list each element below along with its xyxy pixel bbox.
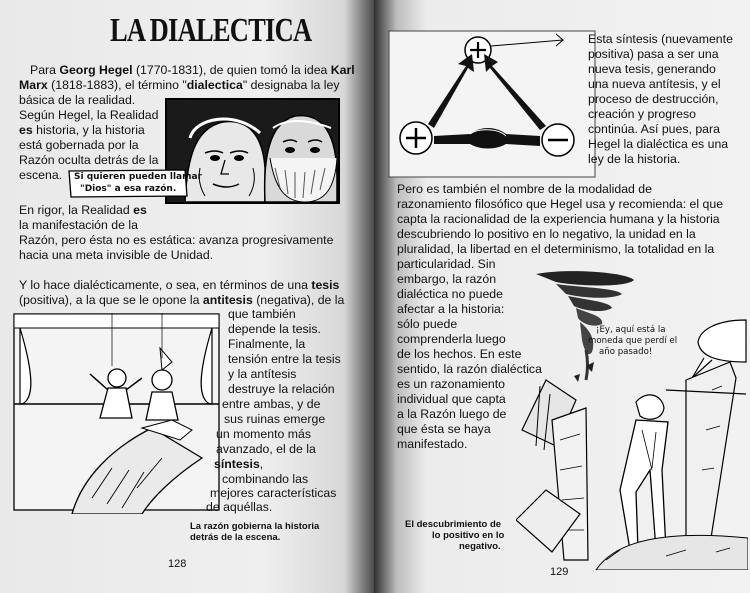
right-caption-line-1: El descubrimiento de [405,519,502,530]
hegel-marx-portrait-illustration [165,98,340,204]
left-caption-line-1: La razón gobierna la historia [190,521,320,532]
reasoning-line-10: sólo puede [397,317,458,331]
synthesis-line-2: positiva) pasa a ser una [588,47,719,61]
reasoning-line-16: a la Razón luego de [397,407,507,421]
dialectic-triangle-illustration [388,30,596,178]
reasoning-line-12: de los hechos. En este [397,347,522,361]
right-balloon-line-1: ¡Ey, aquí está la [596,325,666,335]
dialectic-line-5: Finalmente, la [228,337,306,351]
synthesis-line-1: Esta síntesis (nuevamente [588,32,733,46]
hegel-line-4: Razón oculta detrás de la [19,153,159,167]
dialectic-line-10: sus ruinas emerge [224,412,326,426]
stage-puppet-illustration [12,308,224,514]
intro-line-3: básica de la realidad. [19,93,136,107]
reasoning-line-3: capta la racionalidad de la experiencia humana y la historia [397,212,720,226]
dialectic-line-15: mejores características [210,486,337,500]
right-caption-line-2: lo positivo en lo [432,530,505,541]
reasoning-line-2: razonamiento filosófico que Hegel usa y recomienda: el que [397,197,724,211]
dialectic-line-12: avanzado, el de la [216,442,316,456]
dialectic-line-6: tensión entre la tesis [228,352,341,366]
page-title: LA DIALECTICA [110,12,312,49]
dialectic-line-3: que también [228,307,296,321]
rigor-line-4: hacia una meta invisible de Unidad. [19,248,214,262]
left-caption-line-2: detrás de la escena. [190,532,281,543]
hegel-line-3: está gobernada por la [19,138,139,152]
left-page [0,0,374,593]
synthesis-line-5: proceso de destrucción, [588,92,719,106]
right-balloon-line-3: año pasado! [599,347,653,357]
reasoning-line-5: pluralidad, la libertad en el determinismo, la totalidad en la [397,242,715,256]
synthesis-line-9: ley de la historia. [588,152,681,166]
rigor-line-2: la manifestación de la [19,218,138,232]
reasoning-line-8: dialéctica no puede [397,287,503,301]
synthesis-line-7: continúa. Así pues, para [588,122,720,136]
hegel-line-2: es historia, y la historia [19,123,145,137]
page-number-right: 129 [550,566,569,578]
reasoning-line-9: afectar a la historia: [397,302,505,316]
intro-line-1: Para Georg Hegel (1770-1831), de quien tomó la idea Karl [30,63,355,77]
dialectic-line-1: Y lo hace dialécticamente, o sea, en términos de una tesis [19,278,340,292]
reasoning-line-13: sentido, la razón dialéctica [397,362,542,376]
dialectic-line-7: y la antítesis [228,367,297,381]
reasoning-line-4: descubriendo lo positivo en lo negativo, la unidad en la [397,227,696,241]
synthesis-line-8: Hegel la dialéctica es una [588,137,729,151]
synthesis-line-3: nueva tesis, generando [588,62,716,76]
hegel-line-5: escena. [19,168,63,182]
right-page [374,0,750,593]
dialectic-line-8: destruye la relación [228,382,335,396]
reasoning-line-11: comprenderla luego [397,332,506,346]
synthesis-line-4: una nueva antítesis, y el [588,77,721,91]
dialectic-line-2: (positiva), a la que se le opone la antitesis (negativa), de la [19,293,345,307]
hegel-line-1: Según Hegel, la Realidad [19,108,159,122]
reasoning-line-14: es un razonamiento [397,377,506,391]
right-caption-line-3: negativo. [459,541,501,552]
rigor-line-3: Razón, pero ésta no es estática: avanza progresivamente [19,233,334,247]
tornado-ruins-illustration [516,270,748,570]
dialectic-line-4: depende la tesis. [228,322,321,336]
reasoning-line-17: que ésta se haya [397,422,491,436]
reasoning-line-18: manifestado. [397,437,468,451]
synthesis-line-6: creación y progreso [588,107,696,121]
balloon-line-1: Si quieren pueden llamar [74,172,202,182]
reasoning-line-7: embargo, la razón [397,272,497,286]
dialectic-line-13: síntesis, [214,457,264,471]
right-balloon-line-2: moneda que perdí el [588,336,678,346]
reasoning-line-15: individual que capta [397,392,506,406]
balloon-line-2: "Dios" a esa razón. [80,184,177,194]
reasoning-line-6: particularidad. Sin [397,257,496,271]
dialectic-line-11: un momento más [216,427,312,441]
reasoning-line-1: Pero es también el nombre de la modalidad de [397,182,652,196]
dialectic-line-14: combinando las [222,472,309,486]
rigor-line-1: En rigor, la Realidad es [19,203,147,217]
intro-line-2: Marx (1818-1883), el término "dialectica" designaba la ley [19,78,340,92]
page-number-left: 128 [168,558,187,570]
dialectic-line-16: de aquéllas. [206,500,273,514]
dialectic-line-9: entre ambas, y de [222,397,321,411]
